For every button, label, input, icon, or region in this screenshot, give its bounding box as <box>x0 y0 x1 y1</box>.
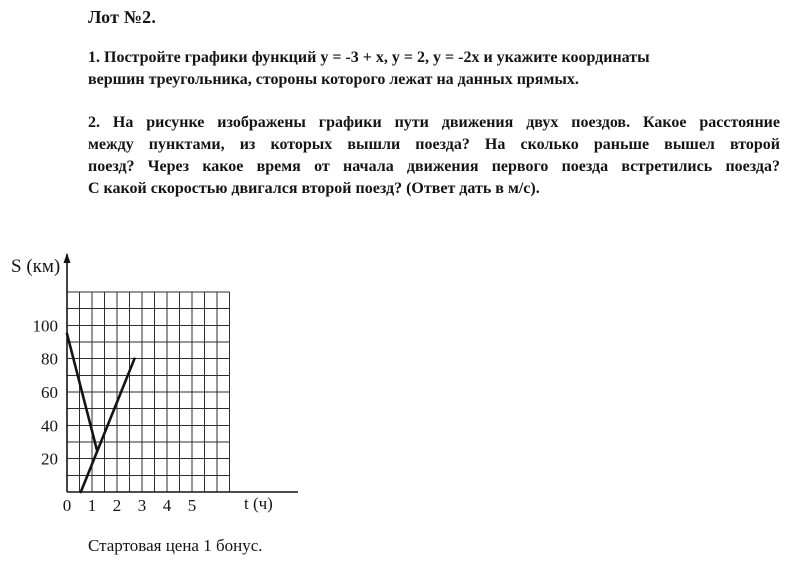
problem-2-line-4: С какой скоростью двигался второй поезд? (Ответ дать в м/с). <box>88 180 540 197</box>
problem-1 <box>88 47 780 91</box>
x-tick-label: 1 <box>87 496 97 515</box>
problem-2-line-2: между пунктами, из которых вышли поезда? На сколько раньше вышел второй <box>88 136 780 153</box>
problem-2 <box>88 112 780 200</box>
distance-time-figure <box>8 247 318 529</box>
y-tick-label: 100 <box>32 316 58 336</box>
y-axis-arrow-icon <box>64 253 71 263</box>
y-tick-label: 60 <box>41 382 58 402</box>
x-tick-label: 3 <box>137 496 147 515</box>
y-tick-label: 40 <box>41 416 58 436</box>
problem-2-line-1: 2. На рисунке изображены графики пути движения двух поездов. Какое расстояние <box>88 114 780 131</box>
y-tick-label: 20 <box>41 449 58 469</box>
t-axis-label: t (ч) <box>244 494 273 513</box>
x-tick-label: 4 <box>162 496 172 515</box>
problem-1-line-1: 1. Постройте графики функций y = -3 + x, y = 2, y = -2x и укажите координаты <box>88 49 650 66</box>
distance-time-graph <box>8 247 318 529</box>
x-tick-label: 5 <box>187 496 197 515</box>
x-tick-label: 2 <box>112 496 122 515</box>
starting-price-note: Стартовая цена 1 бонус. <box>88 536 263 555</box>
lot-title: Лот №2. <box>88 7 157 27</box>
y-tick-label: 80 <box>41 349 58 369</box>
problem-2-line-3: поезд? Через какое время от начала движения первого поезда встретились поезда? <box>88 158 780 175</box>
s-axis-label: S (км) <box>11 256 61 277</box>
x-tick-label: 0 <box>62 496 72 515</box>
problem-1-line-2: вершин треугольника, стороны которого лежат на данных прямых. <box>88 71 579 88</box>
